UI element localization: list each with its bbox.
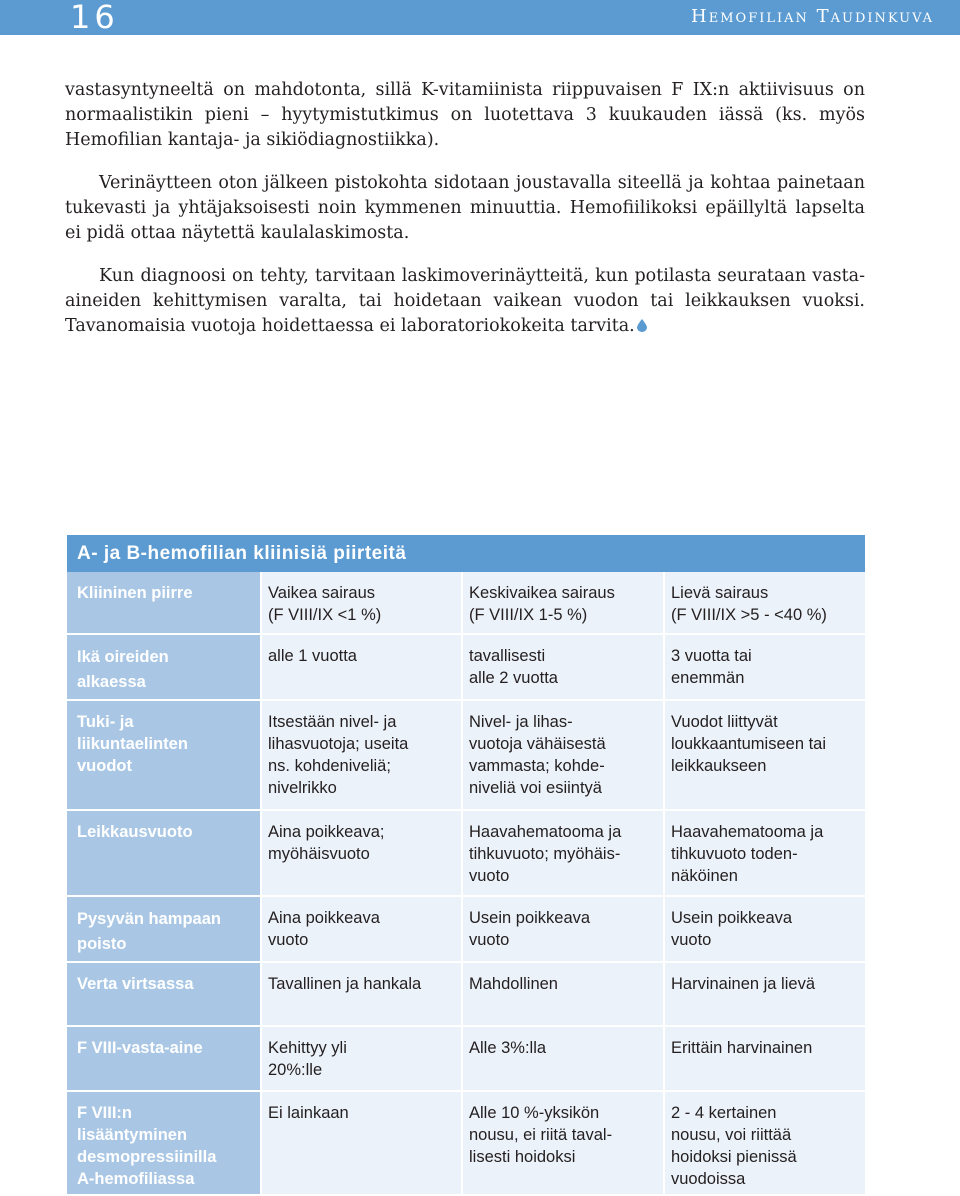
cell-text: alle 1 vuotta [268, 647, 357, 665]
row-label [67, 1091, 261, 1195]
row-label [67, 810, 261, 896]
row-label-text: Pysyvän hampaan poisto [77, 910, 221, 953]
table-cell [462, 896, 664, 962]
paragraph-3 [65, 264, 865, 339]
table-cell [664, 962, 865, 1026]
features-table [67, 572, 865, 1196]
table-row [67, 700, 865, 810]
paragraph-1: vastasyntyneeltä on mahdotonta, sillä K-vitamiinista riippuvaisen F IX:n aktiivisuus on normaalistikin pieni – hyytymistutkimus on luotettava 3 kuukauden iässä (ks. myös Hemofilian kantaja- ja sikiödiagnostiikka). [65, 80, 865, 150]
cell-text: Vuodot liittyvät loukkaantumiseen tai leikkaukseen [671, 713, 827, 775]
row-label-text: Tuki- ja liikuntaelinten vuodot [77, 713, 188, 775]
table-title: A- ja B-hemofilian kliinisiä piirteitä [67, 535, 865, 572]
table-cell [462, 1026, 664, 1091]
cell-text: Itsestään nivel- ja lihasvuotoja; useita ns. kohdeniveliä; nivelrikko [268, 713, 409, 797]
row-label [67, 1026, 261, 1091]
cell-text: Usein poikkeava vuoto [671, 909, 793, 949]
cell-text: Aina poikkeava; myöhäisvuoto [268, 823, 385, 863]
header-label-cell: Kliininen piirre [67, 572, 261, 634]
table-row [67, 896, 865, 962]
header-mild [664, 572, 865, 634]
body-text [65, 78, 865, 357]
row-label-text: Verta virtsassa [77, 975, 194, 993]
table-row [67, 962, 865, 1026]
table-cell [261, 634, 462, 700]
cell-text: Nivel- ja lihas- vuotoja vähäisestä vammasta; kohde- niveliä voi esiintyä [469, 713, 606, 797]
row-label-text: F VIII:n lisääntyminen desmopressiinilla A-hemofiliassa [77, 1104, 217, 1188]
table-cell [664, 810, 865, 896]
cell-text: Tavallinen ja hankala [268, 975, 422, 993]
table-cell [462, 962, 664, 1026]
row-label [67, 634, 261, 700]
clinical-features-table [67, 535, 865, 1196]
header-moderate-text: Keskivaikea sairaus (F VIII/IX 1-5 %) [469, 584, 615, 624]
paragraph-3-text: Kun diagnoosi on tehty, tarvitaan laskimoverinäytteitä, kun potilasta seurataan vasta-aineiden kehittymisen varalta, tai hoidetaan vaikean vuodon tai leikkauksen vuoksi. Tavanomaisia vuotoja hoidettaessa ei laboratoriokokeita tarvita. [65, 266, 865, 336]
table-cell [261, 810, 462, 896]
page-number: 16 [70, 0, 119, 36]
cell-text: Alle 3%:lla [469, 1039, 547, 1057]
header-mild-text: Lievä sairaus (F VIII/IX >5 - <40 %) [671, 584, 827, 624]
cell-text: tavallisesti alle 2 vuotta [469, 647, 558, 687]
table-cell [261, 1091, 462, 1195]
cell-text: Haavahematooma ja tihkuvuoto; myöhäis- vuoto [469, 823, 622, 885]
header-severe [261, 572, 462, 634]
table-cell [462, 1091, 664, 1195]
table-row [67, 810, 865, 896]
blood-drop-icon [637, 319, 647, 332]
table-cell [664, 700, 865, 810]
table-row [67, 1026, 865, 1091]
table-cell [261, 962, 462, 1026]
table-cell [462, 810, 664, 896]
table-cell [261, 896, 462, 962]
row-label [67, 962, 261, 1026]
row-label-text: Ikä oireiden alkaessa [77, 648, 169, 691]
row-label [67, 896, 261, 962]
cell-text: 3 vuotta tai enemmän [671, 647, 752, 687]
cell-text: Aina poikkeava vuoto [268, 909, 380, 949]
cell-text: Alle 10 %-yksikön nousu, ei riitä taval- lisesti hoidoksi [469, 1104, 613, 1166]
table-row [67, 634, 865, 700]
table-cell [664, 634, 865, 700]
table-cell [664, 1026, 865, 1091]
header-moderate [462, 572, 664, 634]
paragraph-2: Verinäytteen oton jälkeen pistokohta sidotaan joustavalla siteellä ja kohtaa painetaan tukevasti ja yhtäjaksoisesti noin kymmenen minuuttia. Hemofiilikoksi epäillyltä lapselta ei pidä ottaa näytettä kaulalaskimosta. [65, 173, 865, 243]
table-cell [462, 700, 664, 810]
page-header [0, 0, 960, 35]
table-cell [261, 1026, 462, 1091]
table-header-row [67, 572, 865, 634]
row-label-text: Leikkausvuoto [77, 823, 193, 841]
running-title: Hemofilian Taudinkuva [691, 6, 934, 27]
cell-text: Usein poikkeava vuoto [469, 909, 591, 949]
table-row [67, 1091, 865, 1195]
cell-text: Haavahematooma ja tihkuvuoto toden- näköinen [671, 823, 824, 885]
cell-text: Kehittyy yli 20%:lle [268, 1039, 347, 1079]
table-cell [664, 896, 865, 962]
table-cell [462, 634, 664, 700]
cell-text: Erittäin harvinainen [671, 1039, 813, 1057]
cell-text: 2 - 4 kertainen nousu, voi riittää hoidoksi pienissä vuodoissa [671, 1104, 797, 1188]
row-label-text: F VIII-vasta-aine [77, 1039, 203, 1057]
cell-text: Harvinainen ja lievä [671, 975, 815, 993]
header-severe-text: Vaikea sairaus (F VIII/IX <1 %) [268, 584, 382, 624]
row-label [67, 700, 261, 810]
table-cell [664, 1091, 865, 1195]
table-cell [261, 700, 462, 810]
cell-text: Ei lainkaan [268, 1104, 349, 1122]
cell-text: Mahdollinen [469, 975, 558, 993]
